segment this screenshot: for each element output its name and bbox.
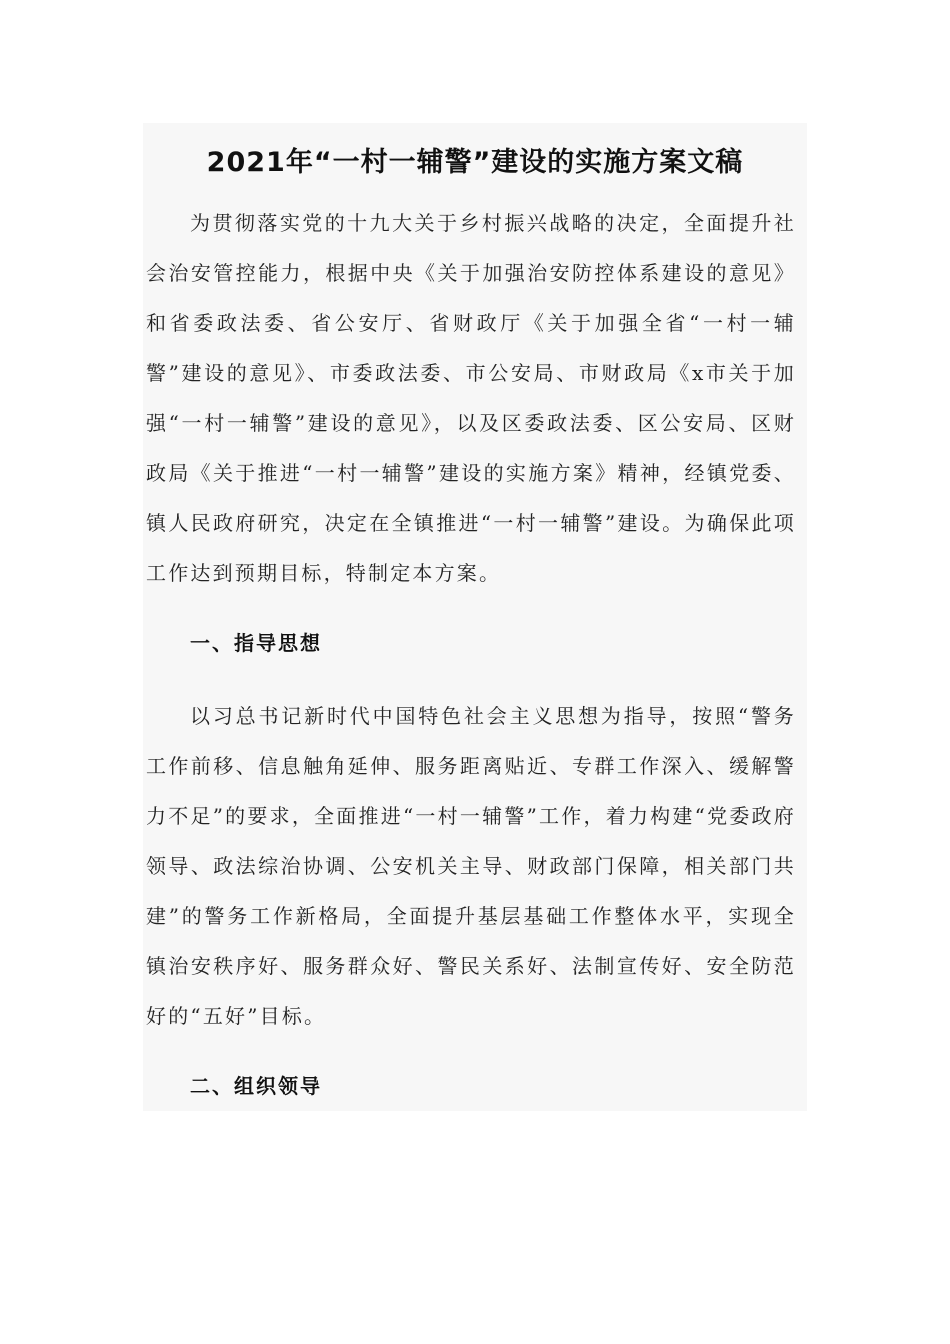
document-page	[143, 123, 807, 1111]
document-title: 2021年“一村一辅警”建设的实施方案文稿	[206, 147, 744, 178]
guiding-ideology-paragraph: 以习总书记新时代中国特色社会主义思想为指导，按照“警务工作前移、信息触角延伸、服务距离贴近、专群工作深入、缓解警力不足”的要求，全面推进“一村一辅警”工作，着力构建“党委政府领导、政法综治协调、公安机关主导、财政部门保障，相关部门共建”的警务工作新格局，全面提升基层基础工作整体水平，实现全镇治安秩序好、服务群众好、警民关系好、法制宣传好、安全防范好的“五好”目标。	[146, 704, 796, 1028]
section-heading-organization-leadership: 二、组织领导	[190, 1074, 322, 1098]
intro-paragraph: 为贯彻落实党的十九大关于乡村振兴战略的决定，全面提升社会治安管控能力，根据中央《关于加强治安防控体系建设的意见》和省委政法委、省公安厅、省财政厅《关于加强全省“一村一辅警”建设的意见》、市委政法委、市公安局、市财政局《x市关于加强“一村一辅警”建设的意见》，以及区委政法委、区公安局、区财政局《关于推进“一村一辅警”建设的实施方案》精神，经镇党委、镇人民政府研究，决定在全镇推进“一村一辅警”建设。为确保此项工作达到预期目标，特制定本方案。	[146, 211, 796, 585]
section-heading-guiding-ideology: 一、指导思想	[190, 631, 322, 655]
